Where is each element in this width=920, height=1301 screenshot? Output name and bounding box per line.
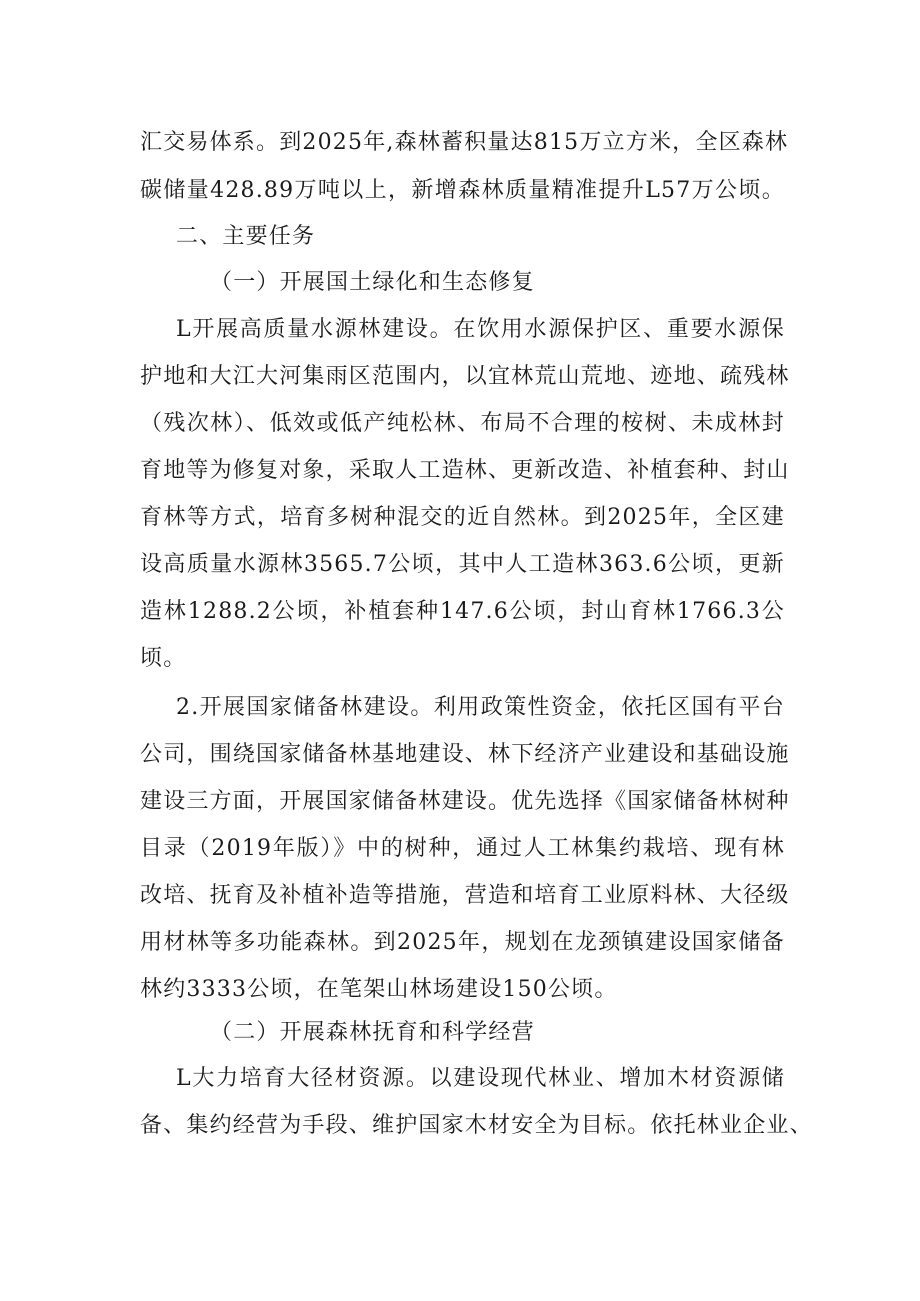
subsection-heading: （一）开展国土绿化和生态修复 xyxy=(210,270,535,295)
text-line: 育地等为修复对象，采取人工造林、更新改造、补植套种、封山 xyxy=(140,458,790,483)
text-line: 汇交易体系。到2025年,森林蓄积量达815万立方米，全区森林 xyxy=(140,130,789,155)
section-heading: 二、主要任务 xyxy=(176,224,316,249)
text-line: 护地和大江大河集雨区范围内，以宜林荒山荒地、迹地、疏残林 xyxy=(140,364,790,389)
text-line: 林约3333公顷，在笔架山林场建设150公顷。 xyxy=(140,977,618,1002)
text-line: 公司，围绕国家储备林基地建设、林下经济产业建设和基础设施 xyxy=(140,742,790,767)
text-line: 改培、抚育及补植补造等措施，营造和培育工业原料林、大径级 xyxy=(140,883,790,908)
text-line: L大力培育大径材资源。以建设现代林业、增加木材资源储 xyxy=(176,1066,785,1091)
text-line: 目录（2019年版）》中的树种，通过人工林集约栽培、现有林 xyxy=(140,836,785,861)
text-line: L开展高质量水源林建设。在饮用水源保护区、重要水源保 xyxy=(176,317,785,342)
text-line: 用材林等多功能森林。到2025年，规划在龙颈镇建设国家储备 xyxy=(140,930,785,955)
text-line: 碳储量428.89万吨以上，新增森林质量精准提升L57万公顷。 xyxy=(140,178,785,203)
text-line: 建设三方面，开展国家储备林建设。优先选择《国家储备林树种 xyxy=(140,789,790,814)
text-line: 设高质量水源林3565.7公顷，其中人工造林363.6公顷，更新 xyxy=(140,552,785,577)
text-line: 造林1288.2公顷，补植套种147.6公顷，封山育林1766.3公 xyxy=(140,599,785,624)
text-line: （残次林）、低效或低产纯松林、布局不合理的桉树、未成林封 xyxy=(140,411,785,436)
text-line: 备、集约经营为手段、维护国家木材安全为目标。依托林业企业、 xyxy=(140,1113,813,1138)
subsection-heading: （二）开展森林抚育和科学经营 xyxy=(210,1020,535,1045)
text-line: 育林等方式，培育多树种混交的近自然林。到2025年，全区建 xyxy=(140,505,785,530)
text-line: 2.开展国家储备林建设。利用政策性资金，依托区国有平台 xyxy=(176,695,785,720)
text-line: 顷。 xyxy=(140,646,187,671)
